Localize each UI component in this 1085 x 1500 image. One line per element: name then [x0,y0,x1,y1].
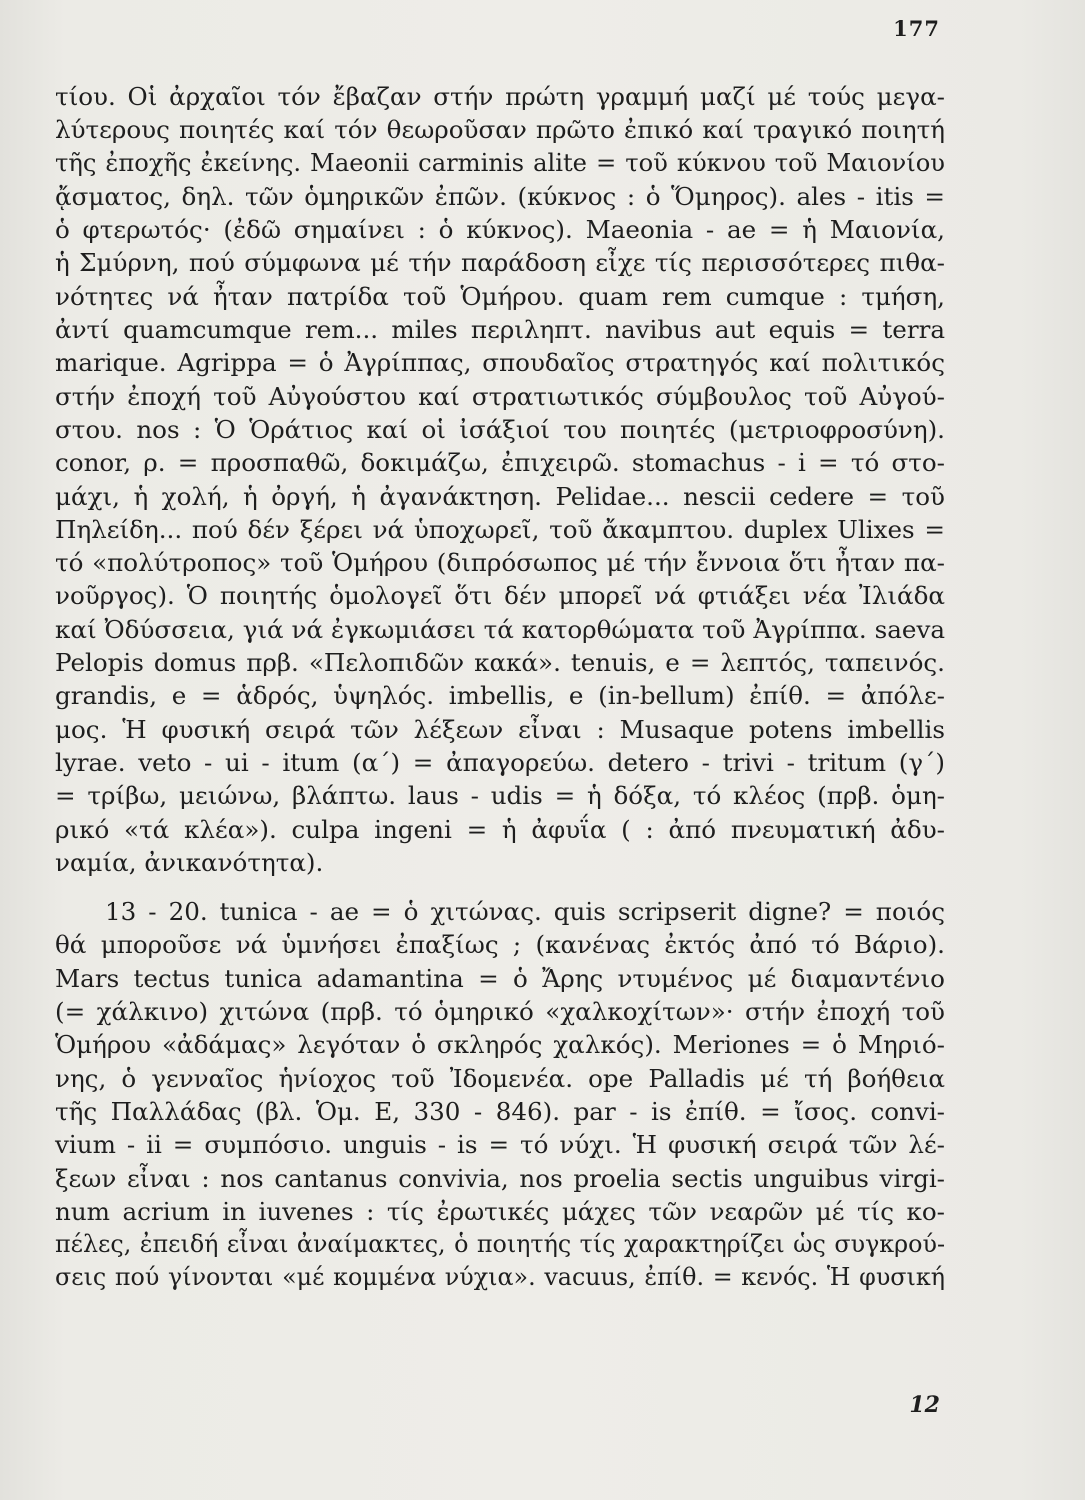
text-line: νότητες νά ἦταν πατρίδα τοῦ Ὁμήρου. quam rem cumque : τμήση, [55,281,945,311]
text-line: τῆς ἐποχῆς ἐκείνης. Maeonii carminis alite = τοῦ κύκνου τοῦ Μαιονίου [55,148,945,177]
text-line: τῆς Παλλάδας (βλ. Ὁμ. Ε, 330 - 846). par - is ἐπίθ. = ἴσος. convi- [55,1096,945,1126]
text-line: τίου. Οἱ ἀρχαῖοι τόν ἔβαζαν στήν πρώτη γραμμή μαζί μέ τούς μεγα- [55,82,945,111]
page-number: 177 [893,16,940,41]
text-line: marique. Agrippa = ὁ Ἀγρίππας, σπουδαῖος στρατηγός καί πολιτικός [55,348,945,378]
text-line: = τρίβω, μειώνω, βλάπτω. laus - udis = ἡ δόξα, τό κλέος (πρβ. ὁμη- [55,781,945,811]
text-line: νοῦργος). Ὁ ποιητής ὁμολογεῖ ὅτι δέν μπορεῖ νά φτιάξει νέα Ἰλιάδα [55,581,945,611]
text-line: Πηλείδη... πού δέν ξέρει νά ὑποχωρεῖ, τοῦ ἄκαμπτου. duplex Ulixes = [55,514,945,544]
signature-mark: 12 [909,1392,940,1418]
text-line: στου. nos : Ὁ Ὁράτιος καί οἱ ἰσάξιοί του ποιητές (μετριοφροσύνη). [55,414,945,444]
paragraph-commentary-1 [55,80,945,879]
text-line: ναμία, ἀνικανότητα). [55,847,324,877]
text-line: ᾄσματος, δηλ. τῶν ὁμηρικῶν ἐπῶν. (κύκνος : ὁ Ὅμηρος). ales - itis = [55,181,945,211]
text-line: num acrium in iuvenes : τίς ἐρωτικές μάχες τῶν νεαρῶν μέ τίς κο- [55,1196,945,1226]
text-line: λύτερους ποιητές καί τόν θεωροῦσαν πρῶτο ἐπικό καί τραγικό ποιητή [55,115,945,145]
text-line: conor, ρ. = προσπαθῶ, δοκιμάζω, ἐπιχειρῶ. stomachus - i = τό στο- [55,448,945,478]
text-line: ὁ φτερωτός· (ἐδῶ σημαίνει : ὁ κύκνος). Maeonia - ae = ἡ Μαιονία, [55,215,945,245]
text-line: ρικό «τά κλέα»). culpa ingeni = ἡ ἀφυΐα ( : ἀπό πνευματική ἀδυ- [55,814,945,844]
text-line: καί Ὀδύσσεια, γιά νά ἐγκωμιάσει τά κατορθώματα τοῦ Ἀγρίππα. saeva [55,614,945,644]
text-line: Mars tectus tunica adamantina = ὁ Ἄρης ντυμένος μέ διαμαντένιο [55,963,945,993]
text-line: ξεων εἶναι : nos cantanus convivia, nos proelia sectis unguibus virgi- [55,1163,945,1193]
text-line: ἀντί quamcumque rem... miles περιληπτ. navibus aut equis = terra [55,315,945,345]
text-line: grandis, e = ἁδρός, ὑψηλός. imbellis, e (in-bellum) ἐπίθ. = ἀπόλε- [55,681,945,711]
text-line: ἡ Σμύρνη, πού σύμφωνα μέ τήν παράδοση εἶχε τίς περισσότερες πιθα- [55,248,945,278]
text-line: 13 - 20. tunica - ae = ὁ χιτώνας. quis scripserit digne? = ποιός [105,897,945,927]
text-line: Ὁμήρου «ἀδάμας» λεγόταν ὁ σκληρός χαλκός). Meriones = ὁ Μηριό- [55,1030,945,1060]
text-line: vium - ii = συμπόσιο. unguis - is = τό νύχι. Ἡ φυσική σειρά τῶν λέ- [55,1130,945,1160]
text-line: τό «πολύτροπος» τοῦ Ὁμήρου (διπρόσωπος μέ τήν ἔννοια ὅτι ἦταν πα- [55,548,945,578]
text-line: στήν ἐποχή τοῦ Αὐγούστου καί στρατιωτικός σύμβουλος τοῦ Αὐγού- [55,381,945,411]
text-line: μος. Ἡ φυσική σειρά τῶν λέξεων εἶναι : Musaque potens imbellis [55,714,945,744]
text-line: νης, ὁ γενναῖος ἡνίοχος τοῦ Ἰδομενέα. ope Palladis μέ τή βοήθεια [55,1063,945,1093]
text-line: σεις πού γίνονται «μέ κομμένα νύχια». vacuus, ἐπίθ. = κενός. Ἡ φυσική [55,1263,945,1292]
text-line: θά μποροῦσε νά ὑμνήσει ἐπαξίως ; (κανένας ἐκτός ἀπό τό Βάριο). [55,930,945,960]
commentary-text [55,80,945,1295]
text-line: μάχι, ἡ χολή, ἡ ὀργή, ἡ ἀγανάκτηση. Pelidae... nescii cedere = τοῦ [55,481,945,511]
text-line: (= χάλκινο) χιτώνα (πρβ. τό ὁμηρικό «χαλκοχίτων»· στήν ἐποχή τοῦ [55,997,945,1027]
text-line: πέλες, ἐπειδή εἶναι ἀναίμακτες, ὁ ποιητής τίς χαρακτηρίζει ὡς συγκρού- [55,1230,945,1259]
text-line: Pelopis domus πρβ. «Πελοπιδῶν κακά». tenuis, e = λεπτός, ταπεινός. [55,648,945,678]
text-line: lyrae. veto - ui - itum (α΄) = ἀπαγορεύω. detero - trivi - tritum (γ΄) [55,747,945,777]
paragraph-commentary-13-20 [55,895,945,1295]
